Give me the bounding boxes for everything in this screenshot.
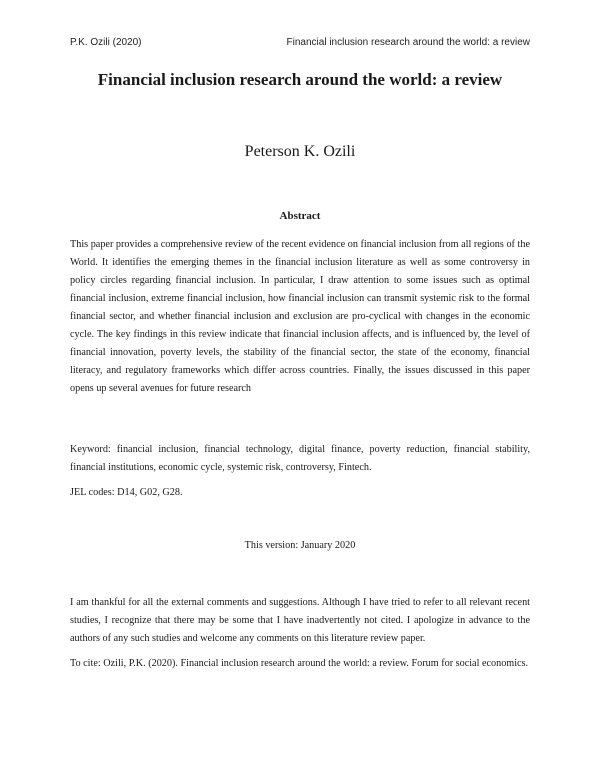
acknowledgement: I am thankful for all the external comments and suggestions. Although I have tried to refer to all relevant recent studies, I recognize that there may be some that I have inadvertently not cited. I apologize in advance to the authors of any such studies and welcome any comments on this literature review paper. xyxy=(70,597,530,644)
citation: To cite: Ozili, P.K. (2020). Financial inclusion research around the world: a review. Forum for social economics. xyxy=(70,658,529,669)
author-name: Peterson K. Ozili xyxy=(244,143,356,160)
keywords: Keyword: financial inclusion, financial technology, digital finance, poverty reduction, financial stability, financial institutions, economic cycle, systemic risk, controversy, Fintech. xyxy=(70,444,530,473)
running-header xyxy=(70,37,530,48)
jel-codes: JEL codes: D14, G02, G28. xyxy=(70,487,183,498)
header-short-title: Financial inclusion research around the world: a review xyxy=(286,37,530,48)
abstract-heading: Abstract xyxy=(279,210,321,222)
header-author-year: P.K. Ozili (2020) xyxy=(70,37,142,48)
abstract-text: This paper provides a comprehensive review of the recent evidence on financial inclusion from all regions of the World. It identifies the emerging themes in the financial inclusion literature as well as some controversy in policy circles regarding financial inclusion. In particular, I draw attention to some issues such as optimal financial inclusion, extreme financial inclusion, how financial inclusion can transmit systemic risk to the formal financial sector, and whether financial inclusion and exclusion are pro-cyclical with changes in the economic cycle. The key findings in this review indicate that financial inclusion affects, and is influenced by, the level of financial innovation, poverty levels, the stability of the financial sector, the state of the economy, financial literacy, and regulatory frameworks which differ across countries. Finally, the issues discussed in this paper opens up several avenues for future research xyxy=(70,239,530,394)
version-note: This version: January 2020 xyxy=(244,540,356,551)
paper-title: Financial inclusion research around the world: a review xyxy=(97,70,503,89)
